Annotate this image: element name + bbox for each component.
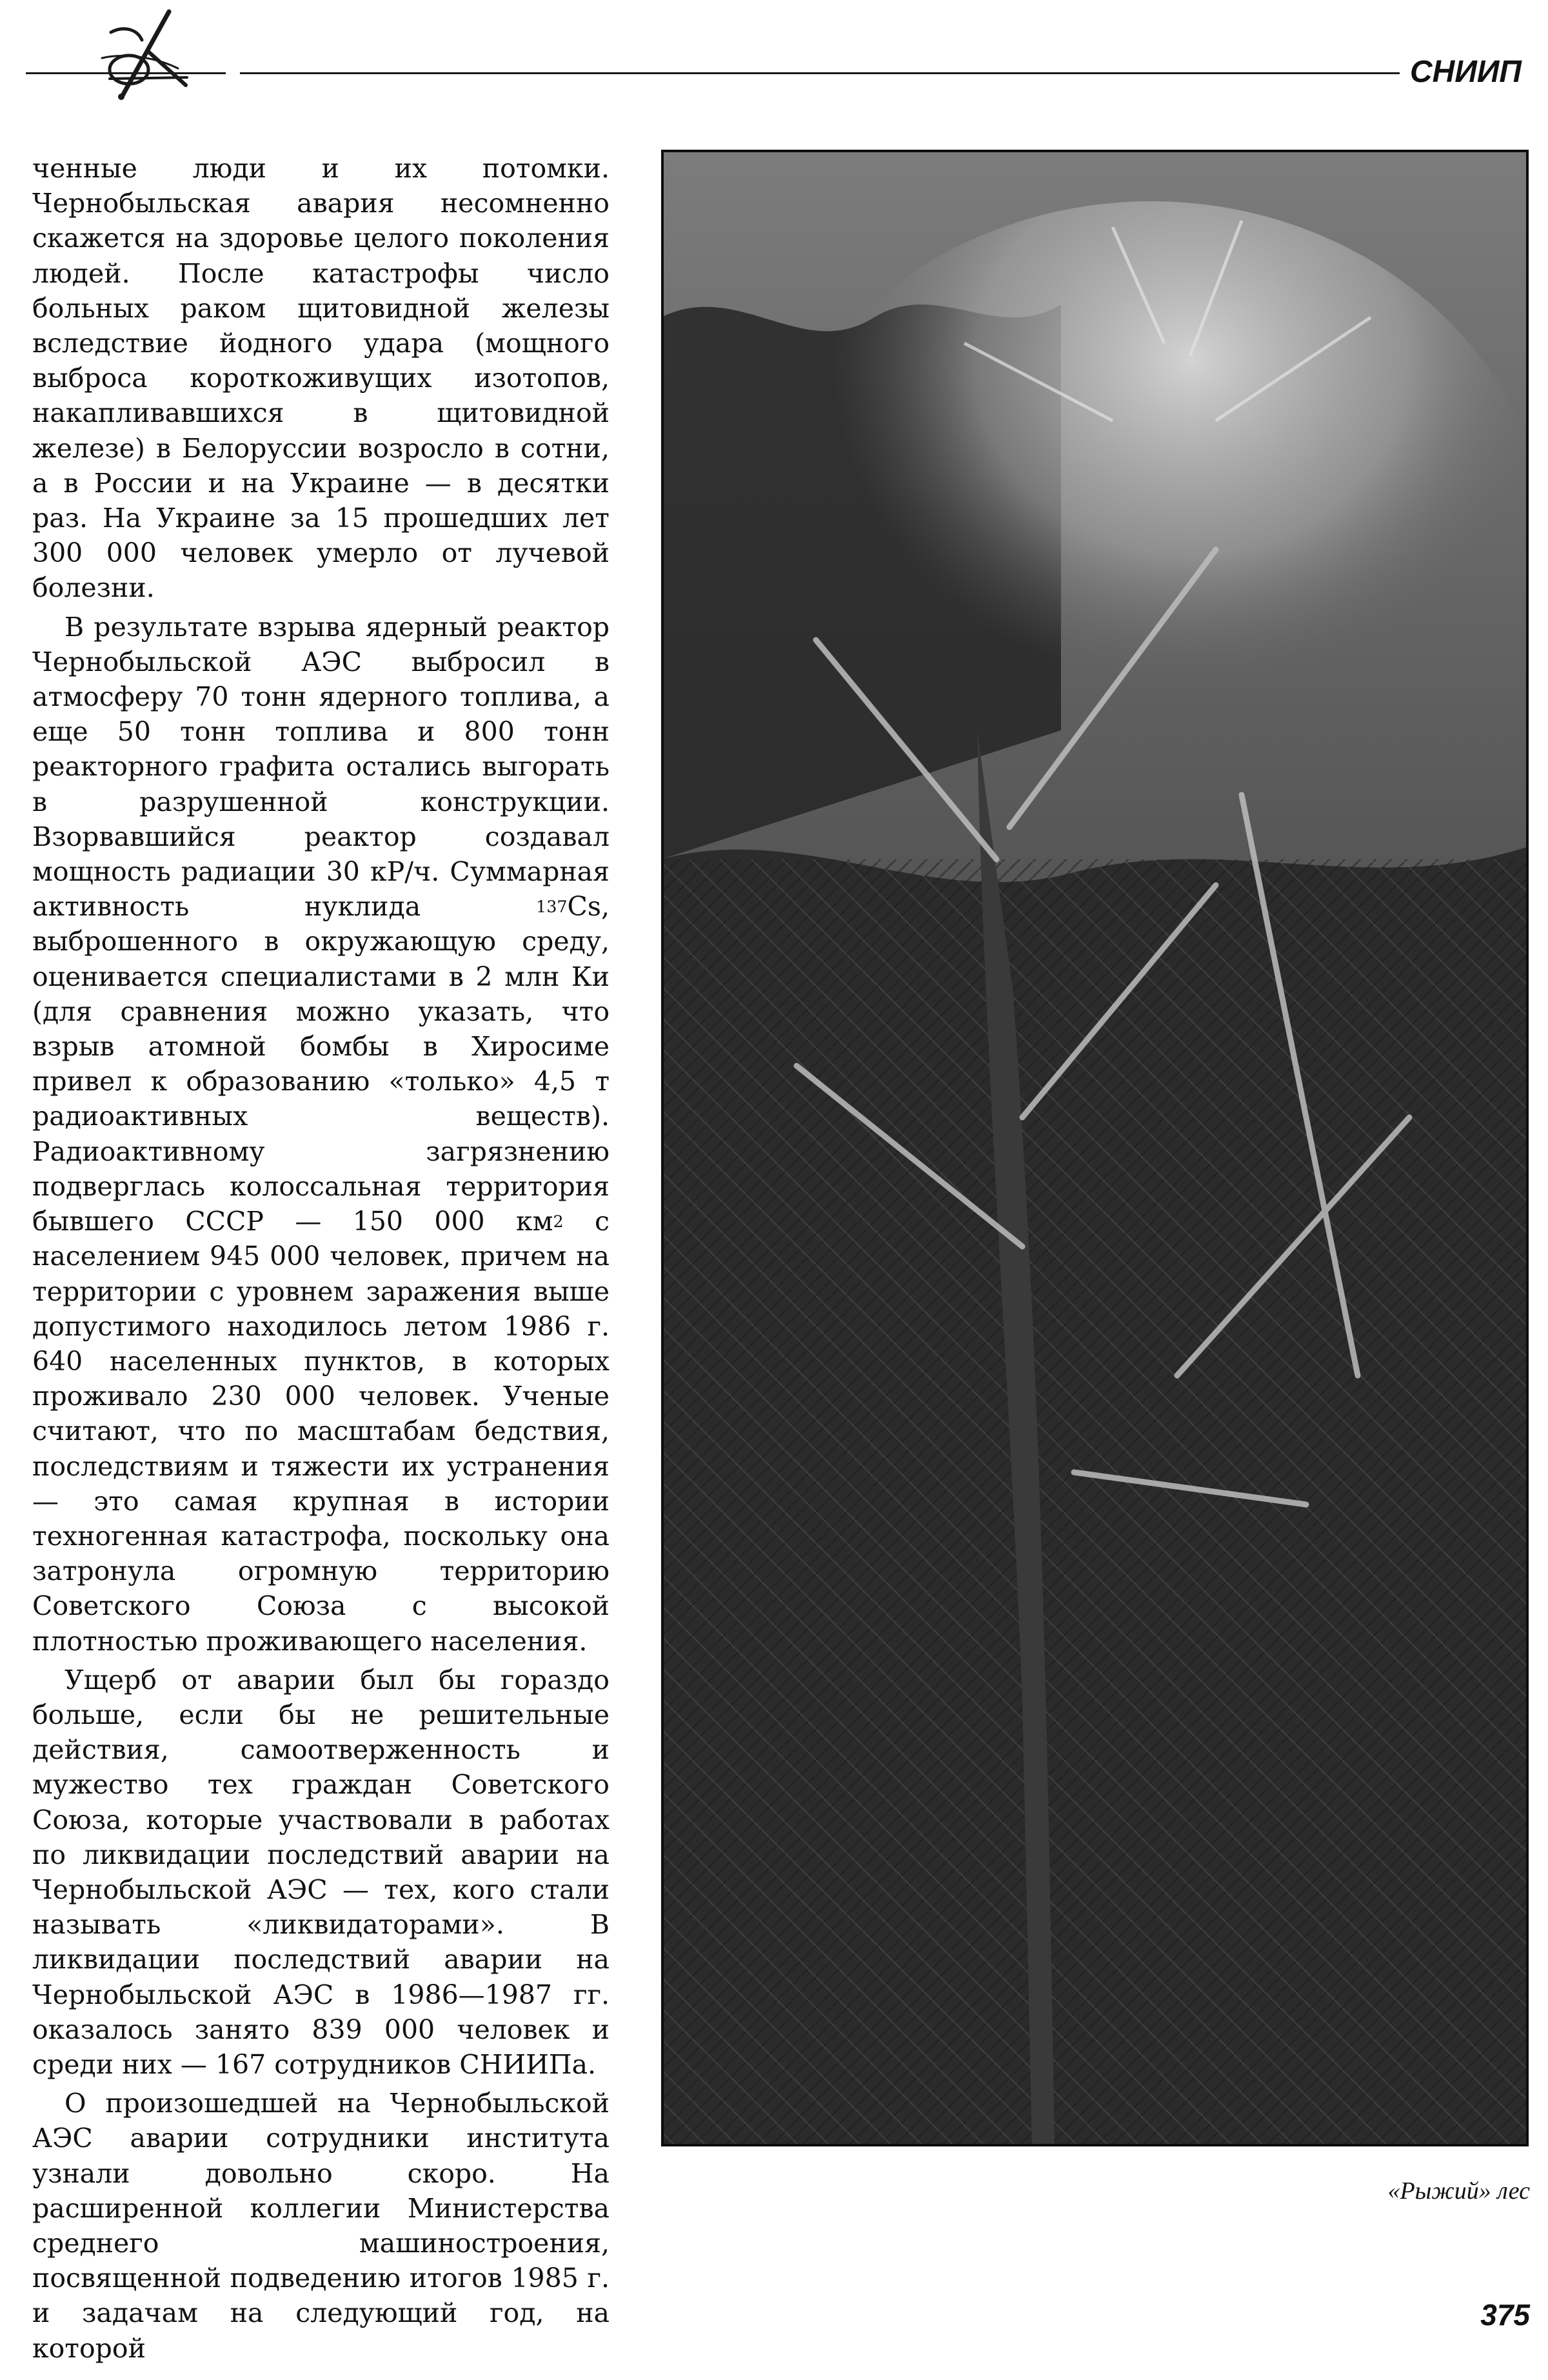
header-rule-left [26, 72, 226, 74]
paragraph: В результате взрыва ядерный реактор Чернобыльской АЭС выбросил в атмосферу 70 тонн ядерного топлива, а еще 50 тонн топлива и 800 тонн реакторного графита остались выгорать в разрушенной конструкции. Взорвавшийся реактор создавал мощность радиации 30 кР/ч. Суммарная активность нуклида $^{137}$Cs, выброшенного в окружающую среду, оценивается специалистами в 2 млн Ки (для сравнения можно указать, что взрыв атомной бомбы в Хиросиме привел к образованию «только» 4,5 т радиоактивных веществ). Радиоактивному загрязнению подверглась колоссальная территория бывшего СССР — 150 000 $км^2$ с населением 945 000 человек, причем на территории с уровнем заражения выше допустимого находилось летом 1986 г. 640 населенных пунктов, в которых проживало 230 000 человек. Ученые считают, что по масштабам бедствия, последствиям и тяжести их устранения — это самая крупная в истории техногенная катастрофа, поскольку она затронула огромную территорию Советского Союза с высокой плотностью проживающего населения. [32, 611, 610, 1657]
text-column [32, 151, 610, 2366]
page-number: 375 [1480, 2298, 1530, 2332]
paragraph: Ущерб от аварии был бы гораздо больше, если бы не решительные действия, самоотверженность и мужество тех граждан Советского Союза, которые участвовали в работах по ликвидации последствий аварии на Чернобыльской АЭС — тех, кого стали называть «ликвидаторами». В ликвидации последствий аварии на Чернобыльской АЭС в 1986—1987 гг. оказалось занято 839 000 человек и среди них — 167 сотрудников СНИИПа. [32, 1664, 610, 2080]
header-rule-right [240, 72, 1400, 74]
figure-caption: «Рыжий» лес [1387, 2177, 1530, 2205]
paragraph: ченные люди и их потомки. Чернобыльская авария несомненно скажется на здоровье целого поколения людей. После катастрофы число больных раком щитовидной железы вследствие йодного удара (мощного выброса короткоживущих изотопов, накапливавшихся в щитовидной железе) в Белоруссии возросло в сотни, а в России и на Украине — в десятки раз. На Украине за 15 прошедших лет 300 000 человек умерло от лучевой болезни. [32, 153, 610, 604]
photo-red-forest [661, 150, 1529, 2146]
publisher-logo [26, 6, 232, 103]
paragraph: О произошедшей на Чернобыльской АЭС аварии сотрудники института узнали довольно скоро. На расширенной коллегии Министерства среднего машиностроения, посвященной подведению итогов 1985 г. и задачам на следующий год, на которой [32, 2088, 610, 2364]
running-head: СНИИП [1410, 55, 1522, 89]
